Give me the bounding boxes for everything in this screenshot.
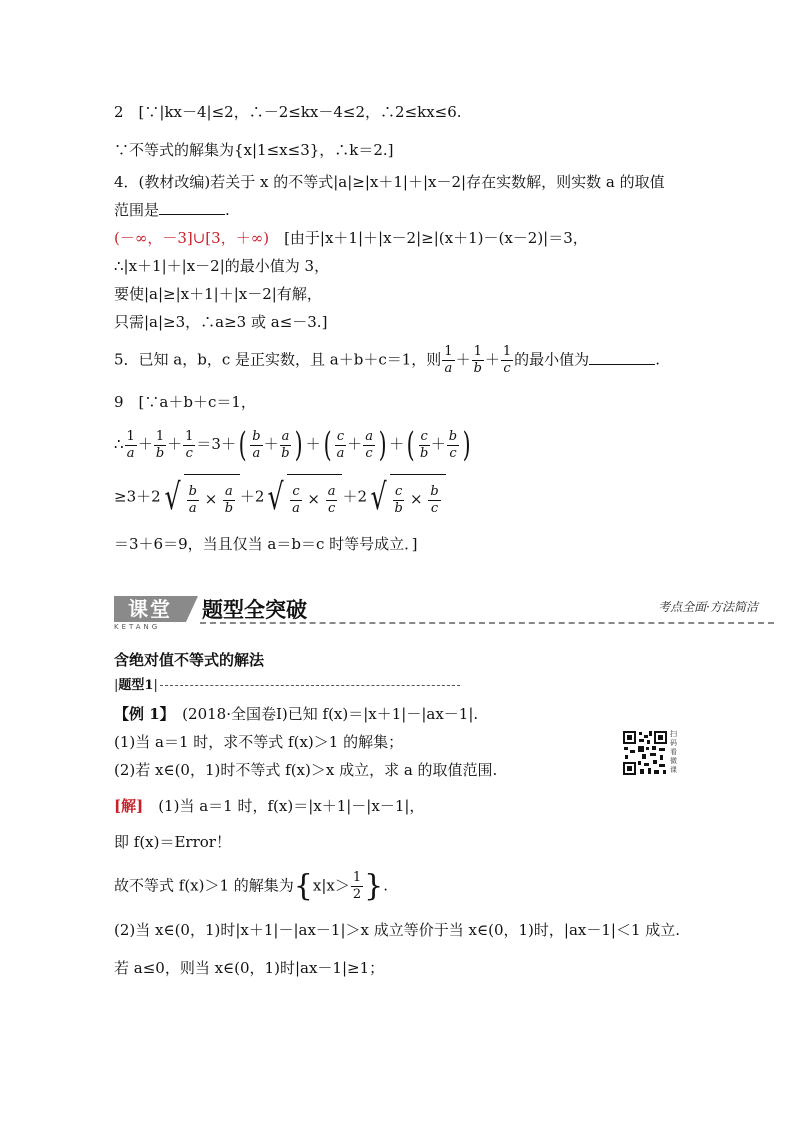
problem-5-text: 5．已知 a，b，c 是正实数，且 a＋b＋c＝1，则 $\frac{1}{a}$ ＋ $\frac{1}{b}$ ＋ $\frac{1}{c}$ 的最小值为 . (114, 344, 660, 376)
banner-title: 题型全突破 (202, 598, 307, 622)
answer-line-3b: ∵不等式的解集为{x|1≤x≤3}，∴k＝2.] (114, 141, 394, 159)
example-1-header: 【例 1】 (2018·全国卷Ⅰ)已知 f(x)＝|x＋1|－|ax－1|. (114, 705, 479, 723)
example-1-q1: (1)当 a＝1 时，求不等式 f(x)＞1 的解集； (114, 733, 404, 751)
banner-badge-arrow (186, 596, 198, 622)
solution-line-3: 故不等式 f(x)＞1 的解集为{x|x＞ $\frac{1}{2}$ }. (114, 868, 389, 904)
qr-caption: 扫码看微课 (670, 730, 677, 774)
problem-4-step-3: 只需|a|≥3，∴a≥3 或 a≤－3.] (114, 313, 328, 331)
problem-4-step-1: ∴|x＋1|＋|x－2|的最小值为 3， (114, 257, 330, 275)
type-label: |题型1| (114, 676, 460, 696)
example-1-q2: (2)若 x∈(0，1)时不等式 f(x)＞x 成立，求 a 的取值范围. (114, 761, 498, 779)
qr-code-icon[interactable] (622, 730, 668, 776)
problem-5-conclusion: ＝3＋6＝9，当且仅当 a＝b＝c 时等号成立．] (114, 535, 418, 553)
answer-blank (159, 200, 225, 215)
banner-badge: 课堂 (114, 596, 186, 622)
problem-4-text: 4．(教材改编)若关于 x 的不等式|a|≥|x＋1|＋|x－2|存在实数解，则实数 a 的取值 (114, 173, 665, 191)
banner-pinyin: KETANG (114, 623, 161, 631)
problem-5-answer: 9 [∵a＋b＋c＝1， (114, 393, 256, 411)
answer-line-3a: 2 [∵|kx－4|≤2，∴－2≤kx－4≤2，∴2≤kx≤6. (114, 103, 462, 121)
solution-line-2: 即 f(x)＝Error！ (114, 833, 231, 851)
problem-4-answer: (－∞，－3]∪[3，＋∞) [由于|x＋1|＋|x－2|≥|(x＋1)－(x－2)|＝3， (114, 229, 588, 247)
problem-5-eq-2: ≥3＋2√ $\frac{b}{a}$ × $\frac{a}{b}$ ＋2√ $\frac{c}{a}$ × $\frac{a}{c}$ ＋2√ $\frac{c}{b}$ × $\frac{b}{c}$ (114, 474, 446, 521)
answer-blank-5 (589, 350, 655, 365)
section-title: 含绝对值不等式的解法 (114, 651, 265, 669)
problem-5-eq-1: ∴ $\frac{1}{a}$ ＋ $\frac{1}{b}$ ＋ $\frac{1}{c}$ ＝3＋( $\frac{b}{a}$ ＋ $\frac{a}{b}$ ) ＋( $\frac{c}{a}$ ＋ $\frac{a}{c}$ ) ＋( $\frac{c}{b}$ ＋ $\frac{b}{c}$ ) (114, 425, 471, 465)
problem-4-text-2: 范围是 . (114, 201, 230, 219)
problem-4-step-2: 要使|a|≥|x＋1|＋|x－2|有解， (114, 285, 322, 303)
banner-subtitle: 考点全面·方法简洁 (658, 600, 758, 614)
solution-line-5: 若 a≤0，则当 x∈(0，1)时|ax－1|≥1； (114, 959, 385, 977)
banner-rule (200, 622, 774, 624)
solution-line-4: (2)当 x∈(0，1)时|x＋1|－|ax－1|＞x 成立等价于当 x∈(0，1)时，|ax－1|＜1 成立. (114, 921, 681, 939)
section-banner (114, 592, 774, 632)
solution-line-1: [解] (1)当 a＝1 时，f(x)＝|x＋1|－|x－1|， (114, 797, 425, 815)
